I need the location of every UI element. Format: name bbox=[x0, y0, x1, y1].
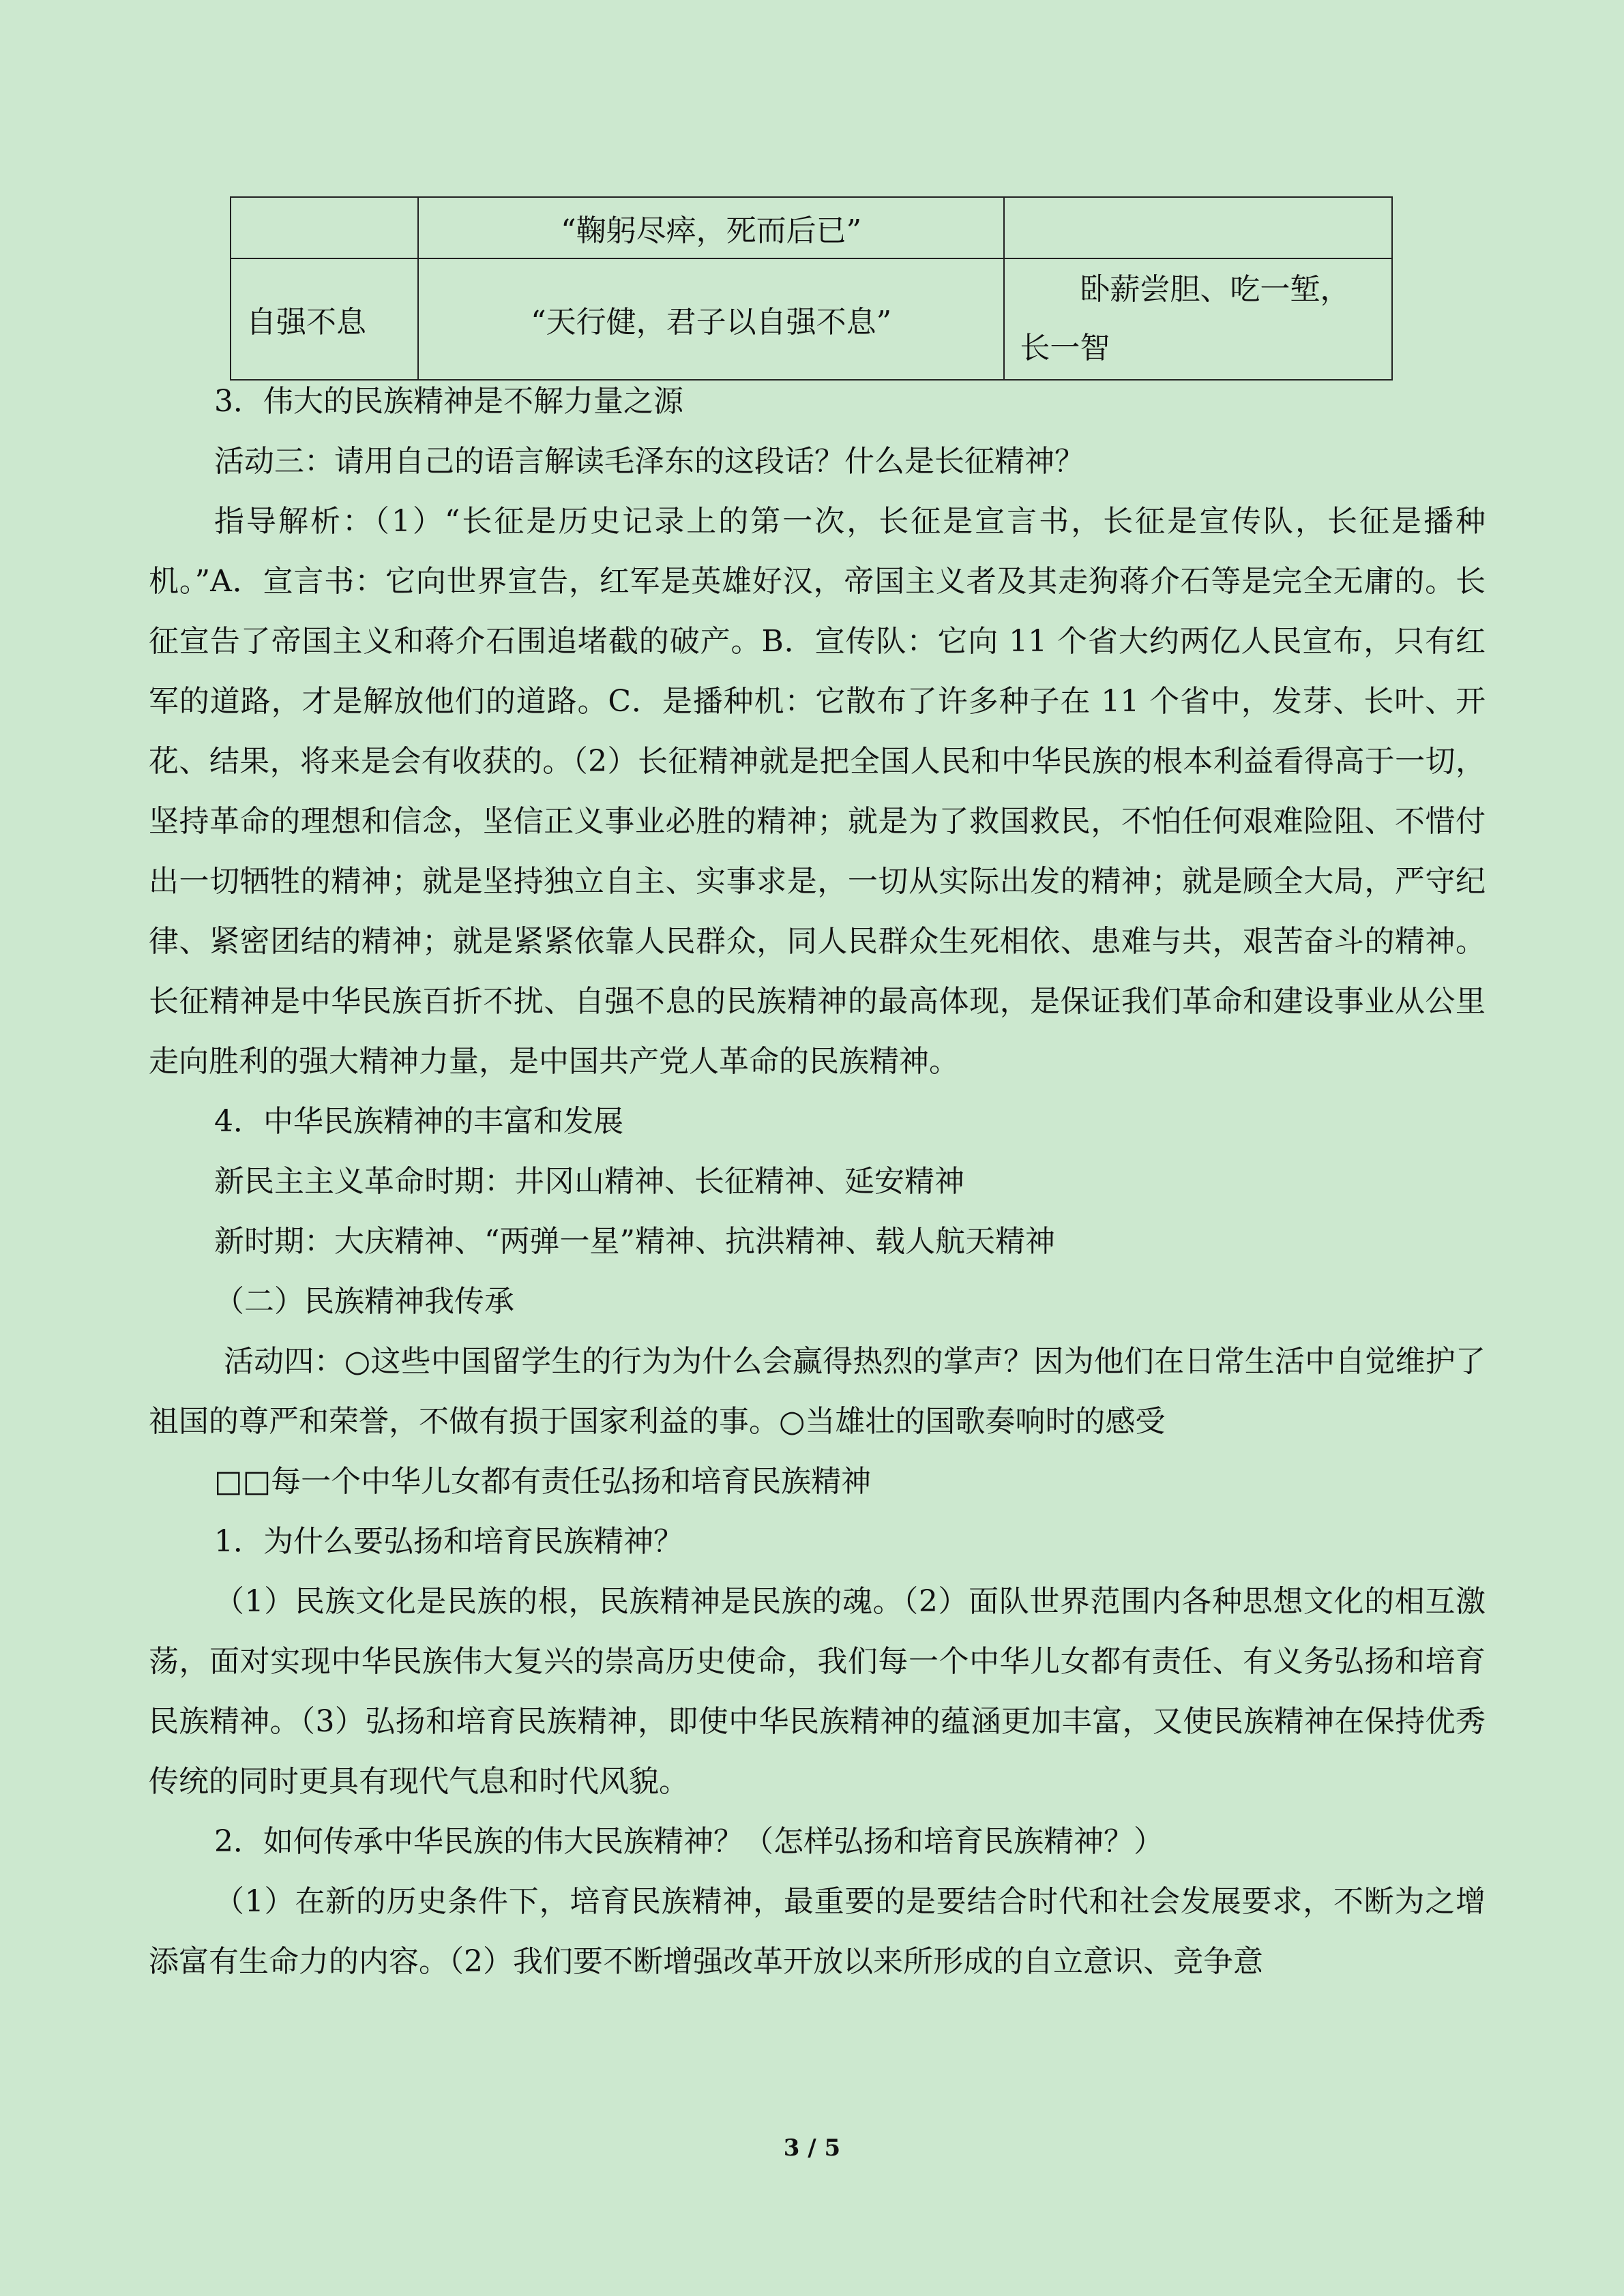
body-text bbox=[149, 372, 1486, 1992]
table-row bbox=[231, 258, 1392, 380]
table-cell: “鞠躬尽瘁，死而后已” bbox=[418, 197, 1005, 258]
section-heading: 4．中华民族精神的丰富和发展 bbox=[214, 1104, 623, 1139]
section-heading: （二）民族精神我传承 bbox=[214, 1284, 514, 1319]
section-heading: 1．为什么要弘扬和培育民族精神？ bbox=[214, 1524, 683, 1559]
paragraph: 活动三：请用自己的语言解读毛泽东的这段话？什么是长征精神？ bbox=[214, 444, 1084, 479]
paragraph: （1）在新的历史条件下，培育民族精神，最重要的是要结合时代和社会发展要求，不断为之增添富有生命力的内容。（2）我们要不断增强改革开放以来所形成的自立意识、竞争意 bbox=[149, 1884, 1486, 1979]
table-cell: “天行健，君子以自强不息” bbox=[418, 258, 1005, 380]
paragraph: 新时期：大庆精神、“两弹一星”精神、抗洪精神、载人航天精神 bbox=[214, 1224, 1055, 1259]
table-cell bbox=[1004, 197, 1392, 258]
section-heading: 3．伟大的民族精神是不解力量之源 bbox=[214, 384, 683, 419]
page-number: 3 / 5 bbox=[783, 2134, 841, 2162]
paragraph: （1）民族文化是民族的根，民族精神是民族的魂。（2）面队世界范围内各种思想文化的相互激荡，面对实现中华民族伟大复兴的崇高历史使命，我们每一个中华儿女都有责任、有义务弘扬和培育民族精神。（3）弘扬和培育民族精神，即使中华民族精神的蕴涵更加丰富，又使民族精神在保持优秀传统的同时更具有现代气息和时代风貌。 bbox=[149, 1584, 1486, 1799]
paragraph: 指导解析：（1）“长征是历史记录上的第一次，长征是宣言书，长征是宣传队，长征是播种机。”A．宣言书：它向世界宣告，红军是英雄好汉，帝国主义者及其走狗蒋介石等是完全无庸的。长征宣告了帝国主义和蒋介石围追堵截的破产。B．宣传队：它向 11 个省大约两亿人民宣布，只有红军的道路，才是解放他们的道路。C．是播种机：它散布了许多种子在 11 个省中，发芽、长叶、开花、结果，将来是会有收获的。（2）长征精神就是把全国人民和中华民族的根本利益看得高于一切，坚持革命的理想和信念，坚信正义事业必胜的精神；就是为了救国救民，不怕任何艰难险阻、不惜付出一切牺牲的精神；就是坚持独立自主、实事求是，一切从实际出发的精神；就是顾全大局，严守纪律、紧密团结的精神；就是紧紧依靠人民群众，同人民群众生死相依、患难与共，艰苦奋斗的精神。长征精神是中华民族百折不扰、自强不息的民族精神的最高体现，是保证我们革命和建设事业从公里走向胜利的强大精神力量，是中国共产党人革命的民族精神。 bbox=[149, 504, 1486, 1079]
table-cell bbox=[231, 197, 418, 258]
section-heading: 2．如何传承中华民族的伟大民族精神？（怎样弘扬和培育民族精神？） bbox=[214, 1824, 1164, 1859]
paragraph: 活动四：○这些中国留学生的行为为什么会赢得热烈的掌声？因为他们在日常生活中自觉维护了祖国的尊严和荣誉，不做有损于国家利益的事。○当雄壮的国歌奏响时的感受 bbox=[149, 1344, 1486, 1439]
paragraph: 新民主主义革命时期：井冈山精神、长征精神、延安精神 bbox=[214, 1164, 964, 1199]
table-cell: 自强不息 bbox=[231, 258, 418, 380]
table-row bbox=[231, 197, 1392, 258]
virtue-table bbox=[230, 196, 1393, 381]
table-cell: 卧薪尝胆、吃一堑，长一智 bbox=[1004, 258, 1392, 380]
section-heading: □□每一个中华儿女都有责任弘扬和培育民族精神 bbox=[214, 1464, 872, 1499]
